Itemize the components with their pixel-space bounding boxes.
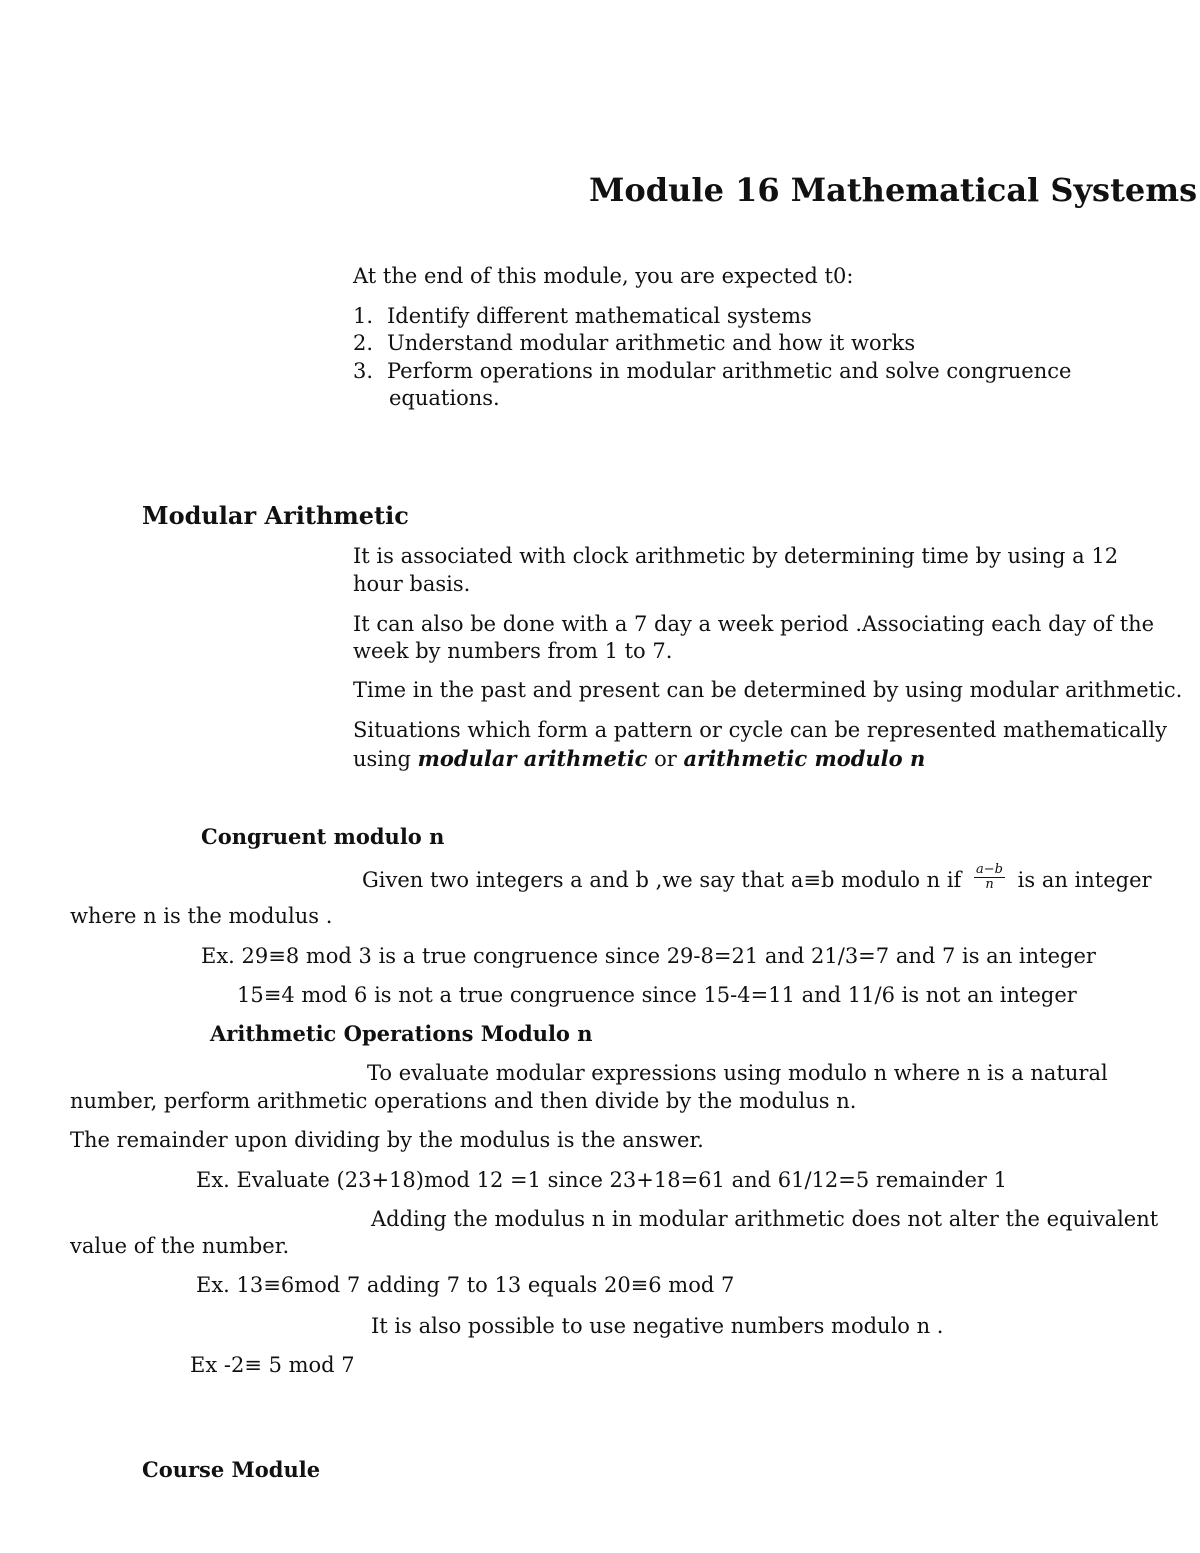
text-run: or xyxy=(647,747,684,771)
emphasis-term: arithmetic modulo n xyxy=(683,746,926,771)
section-heading-modular-arithmetic: Modular Arithmetic xyxy=(142,501,409,530)
section-heading-arithmetic-operations: Arithmetic Operations Modulo n xyxy=(210,1021,593,1046)
fraction-denominator: n xyxy=(985,877,994,892)
objective-number: 2. xyxy=(353,331,374,355)
example-line: Ex. 29≡8 mod 3 is a true congruence since 29-8=21 and 21/3=7 and 7 is an integer xyxy=(201,944,1096,968)
paragraph-line: Adding the modulus n in modular arithmetic does not alter the equivalent xyxy=(371,1207,1159,1231)
paragraph-line xyxy=(353,745,925,773)
objective-text: Understand modular arithmetic and how it works xyxy=(387,331,916,355)
fraction-numerator: a−b xyxy=(976,862,1003,877)
paragraph-line: It is also possible to use negative numbers modulo n . xyxy=(371,1314,944,1338)
example-line: Ex. 13≡6mod 7 adding 7 to 13 equals 20≡6 mod 7 xyxy=(196,1273,735,1297)
page-title: Module 16 Mathematical Systems xyxy=(589,171,1198,209)
paragraph-line: To evaluate modular expressions using modulo n where n is a natural xyxy=(367,1061,1108,1085)
objective-item xyxy=(353,330,915,357)
footer-course-module: Course Module xyxy=(142,1457,321,1482)
paragraph-line: hour basis. xyxy=(353,572,471,596)
fraction xyxy=(974,863,1005,892)
paragraph-line: number, perform arithmetic operations and then divide by the modulus n. xyxy=(70,1089,857,1113)
text-run: using xyxy=(353,747,418,771)
example-line: Ex -2≡ 5 mod 7 xyxy=(190,1353,355,1377)
section-heading-congruent-modulo: Congruent modulo n xyxy=(201,824,445,849)
paragraph-line: The remainder upon dividing by the modulus is the answer. xyxy=(70,1128,704,1152)
objective-text: Identify different mathematical systems xyxy=(387,304,812,328)
objectives-intro: At the end of this module, you are expected t0: xyxy=(353,264,854,288)
objective-item xyxy=(353,358,1071,385)
paragraph-line: week by numbers from 1 to 7. xyxy=(353,639,673,663)
paragraph-line: Time in the past and present can be determined by using modular arithmetic. xyxy=(353,678,1183,702)
objective-text-continued: equations. xyxy=(389,386,500,410)
example-line: 15≡4 mod 6 is not a true congruence since 15-4=11 and 11/6 is not an integer xyxy=(237,983,1077,1007)
paragraph-line: value of the number. xyxy=(70,1234,290,1258)
paragraph-line: Situations which form a pattern or cycle can be represented mathematically xyxy=(353,718,1167,742)
text-run: Given two integers a and b ,we say that a≡b modulo n if xyxy=(362,868,969,892)
emphasis-term: modular arithmetic xyxy=(417,746,648,771)
definition-line xyxy=(362,862,1152,896)
paragraph-line: It is associated with clock arithmetic by determining time by using a 12 xyxy=(353,544,1119,568)
objective-number: 3. xyxy=(353,359,374,383)
example-line: Ex. Evaluate (23+18)mod 12 =1 since 23+18=61 and 61/12=5 remainder 1 xyxy=(196,1168,1007,1192)
paragraph-line: It can also be done with a 7 day a week period .Associating each day of the xyxy=(353,612,1155,636)
objective-text: Perform operations in modular arithmetic and solve congruence xyxy=(387,359,1072,383)
definition-line: where n is the modulus . xyxy=(70,904,333,928)
text-run: is an integer xyxy=(1010,868,1152,892)
objective-item xyxy=(353,303,812,330)
objective-number: 1. xyxy=(353,304,374,328)
